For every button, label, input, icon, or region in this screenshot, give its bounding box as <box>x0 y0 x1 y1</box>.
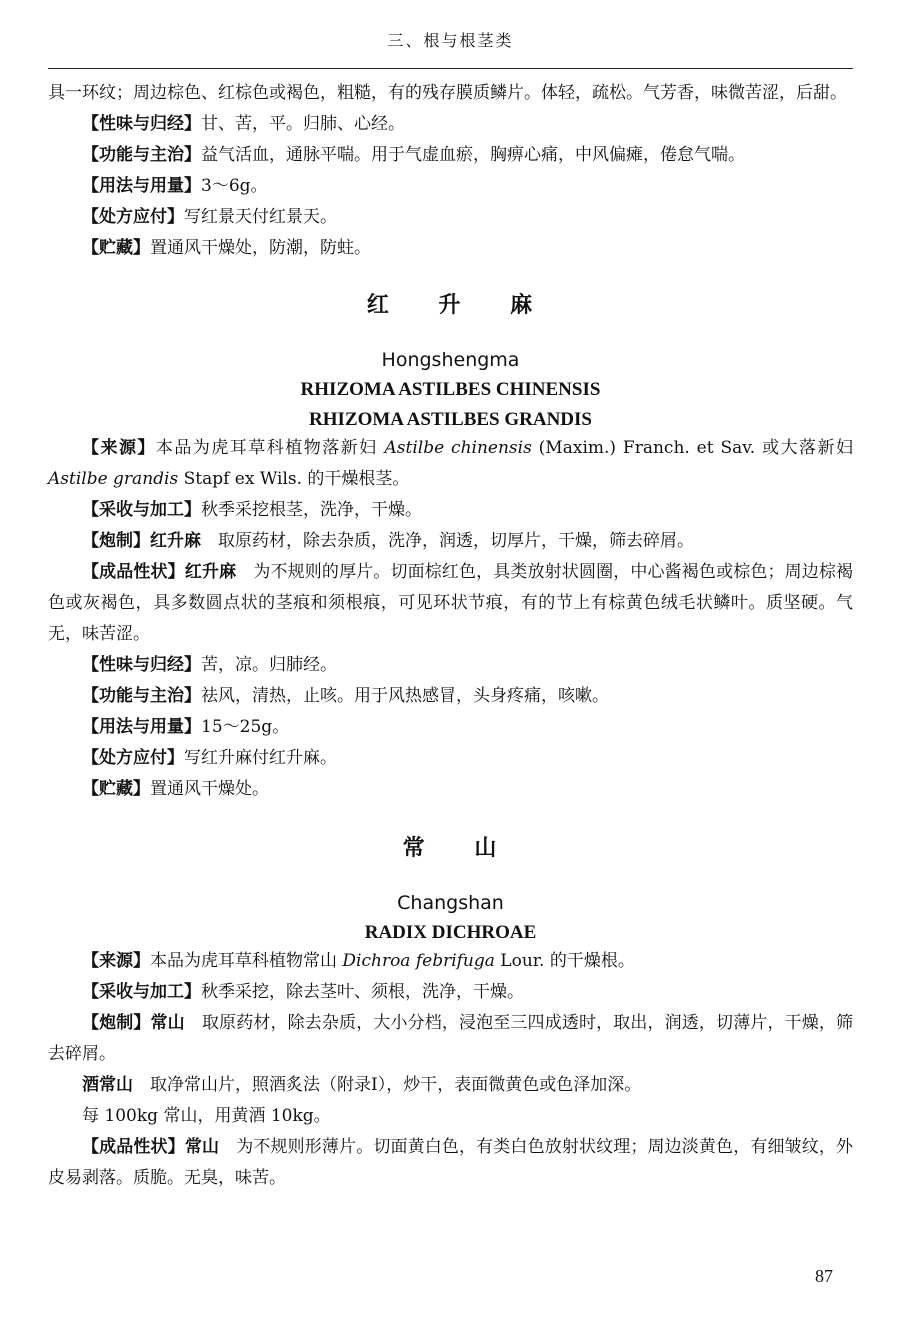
field-harvest <box>48 977 853 1008</box>
species-name: Dichroa febrifuga <box>342 951 495 971</box>
field-wine-ratio: 每 100kg 常山，用黄酒 10kg。 <box>82 1106 331 1126</box>
field-text: 本品为虎耳草科植物落新妇 <box>155 438 385 458</box>
field-text: 益气活血，通脉平喘。用于气虚血瘀，胸痹心痛，中风偏瘫，倦怠气喘。 <box>201 145 745 165</box>
field-harvest <box>48 495 853 526</box>
field-text: Stapf ex Wils. 的干燥根茎。 <box>178 469 410 489</box>
field-text: 本品为虎耳草科植物常山 <box>150 951 343 971</box>
field-text: 为不规则形薄片。切面黄白色，有类白色放射状纹理；周边淡黄色，有细皱纹，外皮易剥落。质脆。无臭，味苦。 <box>48 1137 854 1188</box>
field-label: 【成品性状】 <box>82 1137 185 1157</box>
field-text: 置通风干燥处，防潮，防蛀。 <box>150 238 371 258</box>
field-text: 写红景天付红景天。 <box>184 207 337 227</box>
field-text: 秋季采挖根茎，洗净，干燥。 <box>201 500 422 520</box>
field-label: 【来源】 <box>82 438 156 458</box>
item-name: 常山 <box>150 1013 185 1033</box>
entry-latin-name-2: RHIZOMA ASTILBES GRANDIS <box>309 409 592 430</box>
field-text: 秋季采挖，除去茎叶、须根，洗净，干燥。 <box>201 982 524 1002</box>
prev-entry-continuation: 具一环纹；周边棕色、红棕色或褐色，粗糙，有的残存膜质鳞片。体轻，疏松。气芳香，味微苦涩，后甜。 <box>48 83 847 103</box>
field-text: 苦，凉。归肺经。 <box>201 655 337 675</box>
entry-title-changshan: 常 山 <box>402 836 499 861</box>
prev-field-storage <box>48 233 853 264</box>
field-processing <box>48 526 853 557</box>
species-name: Astilbe grandis <box>48 469 179 489</box>
prev-field-taste <box>48 109 853 140</box>
entry-title-hongshengma: 红 升 麻 <box>366 293 535 318</box>
field-processing <box>48 1008 853 1070</box>
field-character <box>48 557 853 650</box>
field-text: 取原药材，除去杂质，大小分档，浸泡至三四成透时，取出，润透，切薄片，干燥，筛去碎屑。 <box>48 1013 854 1064</box>
item-name: 红升麻 <box>184 562 237 582</box>
field-label: 【采收与加工】 <box>82 982 201 1002</box>
field-text: 甘、苦，平。归肺、心经。 <box>201 114 405 134</box>
field-text: 3～6g。 <box>201 176 268 196</box>
field-source <box>48 433 853 495</box>
entry-latin-name: RADIX DICHROAE <box>364 922 537 943</box>
field-label: 【功能与主治】 <box>82 686 201 706</box>
item-name: 常山 <box>184 1137 220 1157</box>
item-name: 红升麻 <box>150 531 201 551</box>
field-text: 取净常山片，照酒炙法（附录Ⅰ），炒干，表面微黄色或色泽加深。 <box>133 1075 642 1095</box>
field-text: 写红升麻付红升麻。 <box>184 748 337 768</box>
field-storage <box>48 774 853 805</box>
field-label: 【贮藏】 <box>82 779 150 799</box>
field-label: 【性味与归经】 <box>82 655 201 675</box>
field-text: Lour. 的干燥根。 <box>494 951 635 971</box>
field-label: 【用法与用量】 <box>82 176 201 196</box>
field-text: 为不规则的厚片。切面棕红色，具类放射状圆圈，中心酱褐色或棕色；周边棕褐色或灰褐色，具多数圆点状的茎痕和须根痕，可见环状节痕，有的节上有棕黄色绒毛状鳞叶。质坚硬。气无，味苦涩。 <box>48 562 854 644</box>
entry-pinyin: Hongshengma <box>381 349 520 371</box>
field-label: 【炮制】 <box>82 1013 151 1033</box>
field-label: 【炮制】 <box>82 531 150 551</box>
prev-field-dosage <box>48 171 853 202</box>
field-label: 【处方应付】 <box>82 748 184 768</box>
field-text: 祛风，清热，止咳。用于风热感冒，头身疼痛，咳嗽。 <box>201 686 609 706</box>
prev-field-function <box>48 140 853 171</box>
field-label: 【用法与用量】 <box>82 717 201 737</box>
field-dosage <box>48 712 853 743</box>
field-taste <box>48 650 853 681</box>
field-label: 【处方应付】 <box>82 207 184 227</box>
field-label: 【功能与主治】 <box>82 145 201 165</box>
field-function <box>48 681 853 712</box>
field-label: 【采收与加工】 <box>82 500 201 520</box>
header-title: 三、根与根茎类 <box>387 31 514 50</box>
page-number: 87 <box>815 1266 833 1286</box>
running-header <box>48 0 853 69</box>
field-text: 15～25g。 <box>201 717 290 737</box>
species-name: Astilbe chinensis <box>384 438 532 458</box>
entry-pinyin: Changshan <box>397 892 504 914</box>
field-label: 【来源】 <box>82 951 150 971</box>
field-label: 【性味与归经】 <box>82 114 201 134</box>
field-text: 置通风干燥处。 <box>150 779 269 799</box>
field-label: 【贮藏】 <box>82 238 150 258</box>
field-wine-processing <box>48 1070 853 1101</box>
field-character <box>48 1132 853 1194</box>
prev-field-prescription <box>48 202 853 233</box>
field-text: (Maxim.) Franch. et Sav. 或大落新妇 <box>531 438 854 458</box>
field-text: 取原药材，除去杂质，洗净，润透，切厚片，干燥，筛去碎屑。 <box>201 531 694 551</box>
field-label: 【成品性状】 <box>82 562 185 582</box>
entry-latin-name-1: RHIZOMA ASTILBES CHINENSIS <box>300 379 601 400</box>
field-source <box>48 946 853 977</box>
field-prescription <box>48 743 853 774</box>
item-name: 酒常山 <box>82 1075 133 1095</box>
page-body <box>48 78 853 1194</box>
